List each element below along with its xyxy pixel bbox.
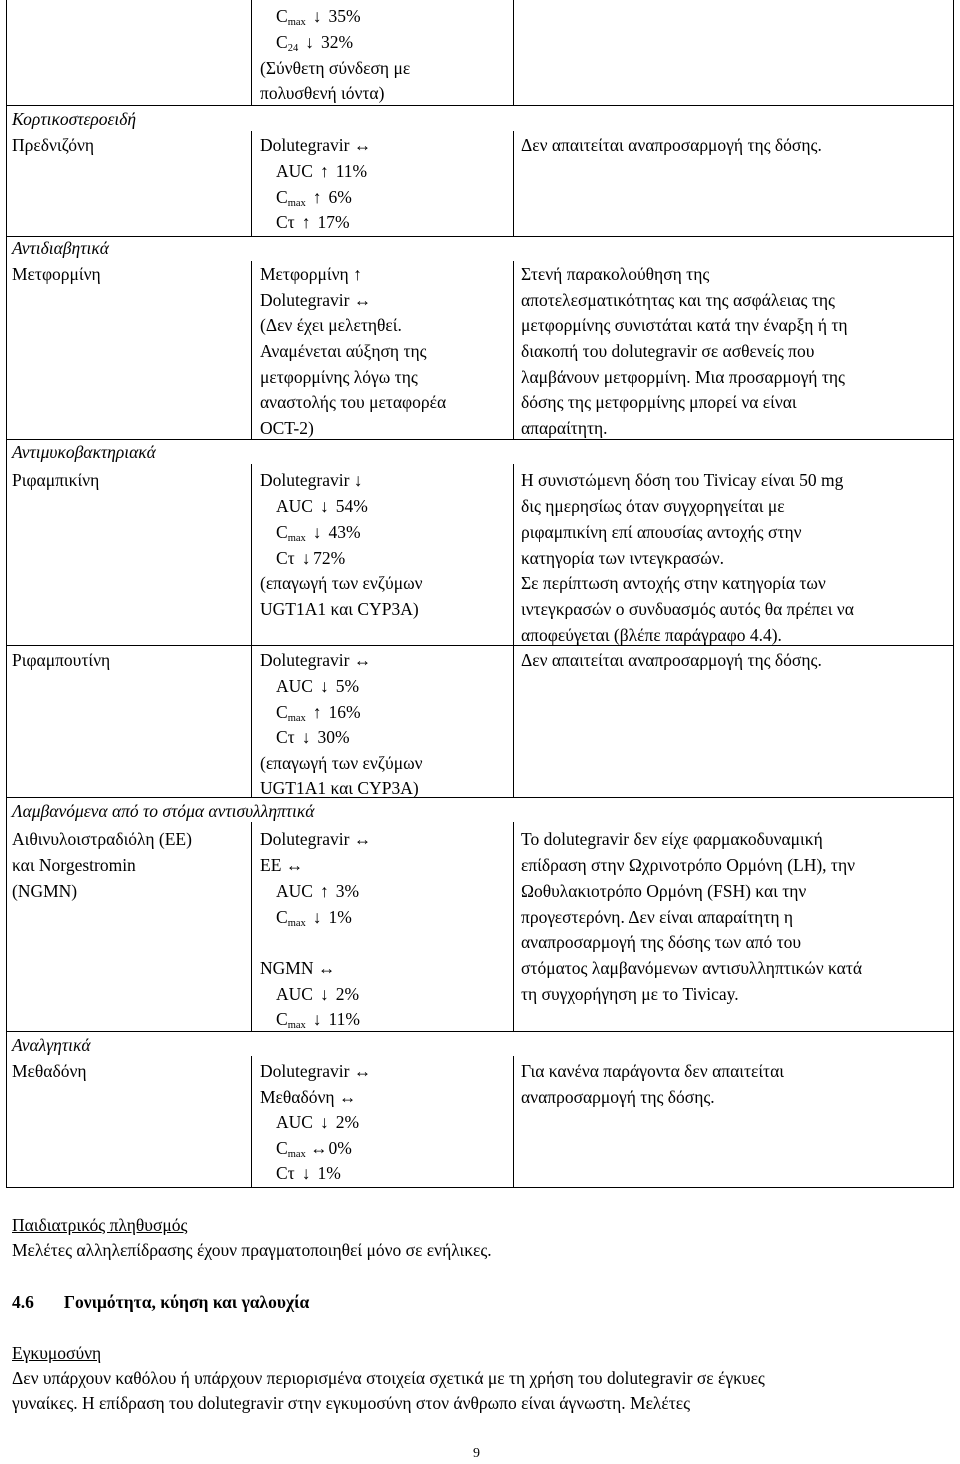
pregnancy-text: Δεν υπάρχουν καθόλου ή υπάρχουν περιορισμένα στοιχεία σχετικά με τη χρήση του dolutegravir σε έγκυες (12, 1368, 765, 1388)
down-arrow-icon: ↓ (319, 984, 329, 1004)
effect-line: Dolutegravir ↔ (260, 135, 372, 155)
effect-line: Cτ ↓ 1% (276, 1161, 341, 1187)
down-arrow-icon: ↓ (305, 32, 314, 52)
down-arrow-icon: ↓ (312, 1009, 322, 1029)
col-divider (513, 822, 514, 1032)
drug-name: Μεθαδόνη (12, 1061, 87, 1081)
up-arrow-icon: ↑ (319, 881, 329, 901)
col-divider (513, 261, 514, 440)
effect-line: Μεθαδόνη ↔ (260, 1087, 357, 1107)
bidirectional-arrow-icon: ↔ (310, 1138, 328, 1158)
effect-line: Dolutegravir ↔ (260, 829, 372, 849)
recommendation: δις ημερησίως όταν συγχορηγείται με (521, 496, 785, 516)
recommendation: αποτελεσματικότητας και της ασφάλειας της (521, 290, 835, 310)
col-divider (251, 1056, 252, 1188)
recommendation: ιντεγκρασών ο συνδυασμός αυτός θα πρέπει να (521, 599, 854, 619)
effect-line: Cmax ↑ 16% (276, 702, 361, 724)
down-arrow-icon: ↓ (312, 6, 322, 26)
category-heading: Αντιδιαβητικά (12, 238, 109, 258)
effect-line: (επαγωγή των ενζύμων (260, 573, 423, 593)
effect-line: OCT-2) (260, 418, 314, 438)
row-divider (6, 1031, 954, 1032)
down-arrow-icon: ↓ (319, 1112, 329, 1132)
up-arrow-icon: ↑ (353, 264, 362, 284)
effect-line: Cτ ↓ 30% (276, 725, 350, 751)
up-arrow-icon: ↑ (319, 161, 329, 181)
effect-line: Cmax ↔ 0% (276, 1138, 352, 1160)
effect-line: Cmax ↓ 43% (276, 522, 361, 544)
down-arrow-icon: ↓ (301, 1163, 311, 1183)
bidirectional-arrow-icon: ↔ (338, 1087, 357, 1107)
row-divider (6, 236, 954, 237)
category-heading: Αντιμυκοβακτηριακά (12, 442, 156, 462)
bidirectional-arrow-icon: ↔ (353, 650, 372, 670)
effect-line: Αναμένεται αύξηση της (260, 341, 427, 361)
up-arrow-icon: ↑ (312, 187, 322, 207)
effect-line: Cmax ↑ 6% (276, 187, 352, 209)
recommendation: Σε περίπτωση αντοχής στην κατηγορία των (521, 573, 826, 593)
recommendation: Στενή παρακολούθηση της (521, 264, 710, 284)
table-border-right (953, 0, 954, 1188)
drug-name: Ριφαμπικίνη (12, 470, 100, 490)
col-divider (251, 822, 252, 1032)
down-arrow-icon: ↓ (319, 676, 329, 696)
bidirectional-arrow-icon: ↔ (317, 958, 336, 978)
recommendation: αποφεύγεται (βλέπε παράγραφο 4.4). (521, 625, 782, 645)
col-divider (513, 131, 514, 237)
recommendation: τη συγχορήγηση με το Tivicay. (521, 984, 739, 1004)
col-divider (251, 0, 252, 106)
bidirectional-arrow-icon: ↔ (353, 135, 372, 155)
category-heading: Αναλγητικά (12, 1035, 91, 1055)
effect-line: AUC ↓ 2% (276, 1110, 359, 1136)
col-divider (513, 464, 514, 798)
drug-name: και Norgestromin (12, 855, 136, 875)
row-divider (6, 797, 954, 798)
effect-line: Cτ ↑ 17% (276, 210, 350, 236)
drug-name: Αιθινυλοιστραδιόλη (EE) (12, 829, 192, 849)
col-divider (251, 464, 252, 798)
recommendation: μετφορμίνης συνιστάται κατά την έναρξη ή τη (521, 315, 848, 335)
recommendation: Η συνιστώμενη δόση του Tivicay είναι 50 mg (521, 470, 844, 490)
col-divider (513, 0, 514, 106)
recommendation: προγεστερόνη. Δεν είναι απαραίτητη η (521, 907, 794, 927)
pregnancy-text: γυναίκες. Η επίδραση του dolutegravir στην εγκυμοσύνη στον άνθρωπο είναι άγνωστη. Μελέτες (12, 1393, 691, 1413)
effect-line: AUC ↓ 5% (276, 674, 359, 700)
category-heading: Λαμβανόμενα από το στόμα αντισυλληπτικά (12, 801, 315, 821)
effect-line: AUC ↓ 2% (276, 982, 359, 1008)
effect-line: (Δεν έχει μελετηθεί. (260, 315, 402, 335)
effect-line: Dolutegravir ↔ (260, 290, 372, 310)
effect-line: NGMN ↔ (260, 958, 336, 978)
recommendation: απαραίτητη. (521, 418, 608, 438)
down-arrow-icon: ↓ (319, 496, 329, 516)
effect-line: μετφορμίνης λόγω της (260, 367, 418, 387)
recommendation: κατηγορία των ιντεγκρασών. (521, 548, 725, 568)
effect-line: Μετφορμίνη ↑ (260, 264, 362, 284)
section-heading: 4.6 Γονιμότητα, κύηση και γαλουχία (12, 1292, 310, 1312)
pediatric-heading: Παιδιατρικός πληθυσμός (12, 1215, 188, 1235)
recommendation: αναπροσαρμογή της δόσης των από του (521, 932, 802, 952)
up-arrow-icon: ↑ (301, 212, 311, 232)
bidirectional-arrow-icon: ↔ (353, 829, 372, 849)
pediatric-text: Μελέτες αλληλεπίδρασης έχουν πραγματοποιηθεί μόνο σε ενήλικες. (12, 1240, 492, 1260)
drug-name: (NGMN) (12, 881, 78, 901)
recommendation: ριφαμπικίνη επί απουσίας αντοχής στην (521, 522, 802, 542)
row-divider (6, 105, 954, 106)
effect-line: AUC ↓ 54% (276, 494, 368, 520)
col-divider (513, 1056, 514, 1188)
recommendation: Το dolutegravir δεν είχε φαρμακοδυναμική (521, 829, 823, 849)
table-border-bottom (6, 1187, 954, 1188)
down-arrow-icon: ↓ (312, 907, 322, 927)
row-divider (6, 645, 954, 646)
recommendation: Δεν απαιτείται αναπροσαρμογή της δόσης. (521, 650, 822, 670)
drug-name: Μετφορμίνη (12, 264, 101, 284)
recommendation: Ωοθυλακιοτρόπο Ορμόνη (FSH) και την (521, 881, 807, 901)
effect-line: Dolutegravir ↓ (260, 470, 363, 490)
effect-line: UGT1A1 και CYP3A) (260, 778, 419, 798)
down-arrow-icon: ↓ (353, 470, 363, 490)
recommendation: επίδραση στην Ωχρινοτρόπο Ορμόνη (LH), την (521, 855, 856, 875)
effect-line: Cmax ↓ 11% (276, 1009, 360, 1031)
effect-line: αναστολής του μεταφορέα (260, 392, 447, 412)
bidirectional-arrow-icon: ↔ (353, 1061, 372, 1081)
effect-line: Cmax ↓ 1% (276, 907, 352, 929)
effect-line: EE ↔ (260, 855, 304, 875)
recommendation: λαμβάνουν μετφορμίνη. Μια προσαρμογή της (521, 367, 845, 387)
effect-line: Dolutegravir ↔ (260, 1061, 372, 1081)
up-arrow-icon: ↑ (312, 702, 322, 722)
pregnancy-heading: Εγκυμοσύνη (12, 1343, 102, 1363)
col-divider (251, 131, 252, 237)
recommendation: διακοπή του dolutegravir σε ασθενείς που (521, 341, 815, 361)
recommendation: δόσης της μετφορμίνης μπορεί να είναι (521, 392, 797, 412)
effect-line: Cτ ↓ 72% (276, 546, 345, 572)
drug-name: Πρεδνιζόνη (12, 135, 95, 155)
down-arrow-icon: ↓ (301, 727, 311, 747)
page-number: 9 (473, 1446, 480, 1461)
prev-cmax: Cmax ↓ 35% (276, 6, 361, 28)
effect-line: (επαγωγή των ενζύμων (260, 753, 423, 773)
prev-note: (Σύνθετη σύνδεση με (260, 58, 411, 78)
effect-line: AUC ↑ 11% (276, 159, 367, 185)
recommendation: Για κανένα παράγοντα δεν απαιτείται (521, 1061, 784, 1081)
bidirectional-arrow-icon: ↔ (353, 290, 372, 310)
effect-line: UGT1A1 και CYP3A) (260, 599, 419, 619)
effect-line: Dolutegravir ↔ (260, 650, 372, 670)
drug-name: Ριφαμπουτίνη (12, 650, 111, 670)
recommendation: Δεν απαιτείται αναπροσαρμογή της δόσης. (521, 135, 822, 155)
table-border-left (6, 0, 7, 1188)
recommendation: αναπροσαρμογή της δόσης. (521, 1087, 715, 1107)
down-arrow-icon: ↓ (301, 548, 311, 568)
bidirectional-arrow-icon: ↔ (285, 855, 304, 875)
col-divider (251, 261, 252, 440)
effect-line: AUC ↑ 3% (276, 879, 359, 905)
prev-note: πολυσθενή ιόντα) (260, 83, 385, 103)
down-arrow-icon: ↓ (312, 522, 322, 542)
category-heading: Κορτικοστεροειδή (12, 109, 137, 129)
prev-c24: C24 ↓ 32% (276, 32, 354, 54)
recommendation: στόματος λαμβανόμενων αντισυλληπτικών κατά (521, 958, 863, 978)
